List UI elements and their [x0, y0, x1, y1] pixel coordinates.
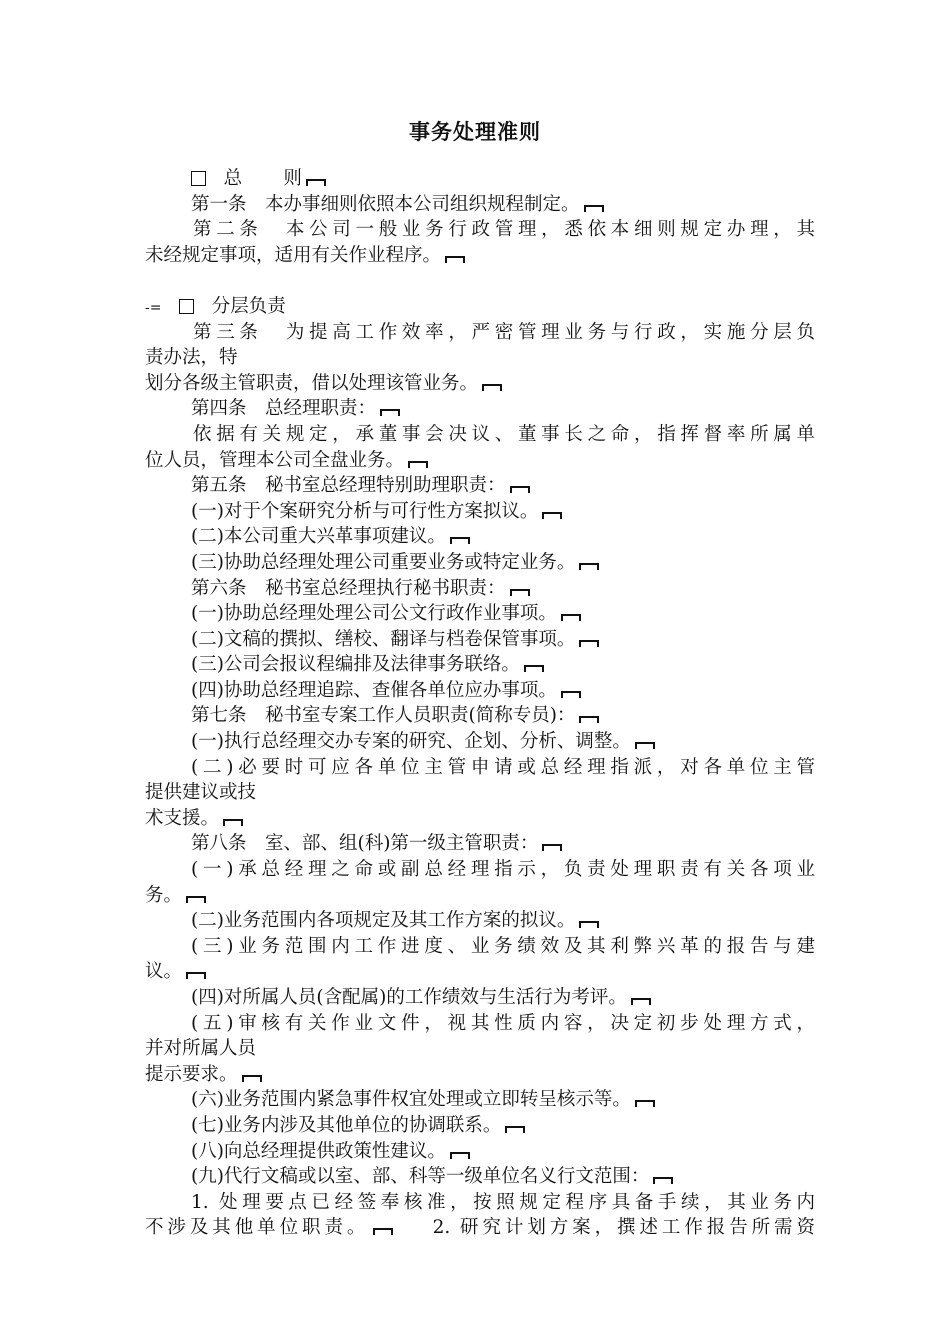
paragraph-mark-icon — [635, 742, 655, 749]
paragraph: 第五条 秘书室总经理特别助理职责： — [145, 473, 815, 499]
paragraph-mark-icon — [482, 384, 502, 391]
paragraph-mark-icon — [561, 614, 581, 621]
section-heading-layered: -= 分层负责 — [145, 295, 286, 317]
list-item: (二)本公司重大兴革事项建议。 — [145, 524, 815, 550]
paragraph: 第四条 总经理职责： — [145, 396, 815, 422]
paragraph-mark-icon — [223, 819, 243, 826]
list-item: (四)对所属人员(含配属)的工作绩效与生活行为考评。 — [145, 985, 815, 1011]
paragraph-mark-icon — [579, 563, 599, 570]
paragraph-mark-icon — [505, 1126, 525, 1133]
paragraph: 第三条 为提高工作效率，严密管理业务与行政，实施分层负 — [193, 321, 815, 343]
paragraph-mark-icon — [542, 844, 562, 851]
paragraph: 依据有关规定，承董事会决议、董事长之命，指挥督率所属单 — [193, 423, 815, 445]
list-item: (九)代行文稿或以室、部、科等一级单位名义行文范围： — [145, 1164, 815, 1190]
paragraph: 并对所属人员 — [145, 1038, 257, 1060]
paragraph: 未经规定事项，适用有关作业程序。 — [145, 243, 815, 269]
paragraph: 提供建议或技 — [145, 782, 257, 804]
paragraph-mark-icon — [373, 1228, 393, 1235]
list-item: (一)承总经理之命或副总经理指示，负责处理职责有关各项业 — [191, 859, 815, 881]
paragraph-mark-icon — [635, 1100, 655, 1107]
list-item: (二)文稿的撰拟、缮校、翻译与档卷保管事项。 — [145, 627, 815, 653]
paragraph: 术支援。 — [145, 806, 815, 832]
paragraph: 提示要求。 — [145, 1062, 815, 1088]
paragraph-mark-icon — [561, 691, 581, 698]
paragraph: 第一条 本办事细则依照本公司组织规程制定。 — [145, 192, 815, 218]
list-item: (二)必要时可应各单位主管申请或总经理指派，对各单位主管 — [191, 756, 815, 778]
paragraph: 议。 — [145, 959, 815, 985]
paragraph-mark-icon — [380, 409, 400, 416]
list-item: 1. 处理要点已经签奉核准，按照规定程序具备手续，其业务内 — [191, 1191, 815, 1213]
paragraph: 责办法，特 — [145, 347, 238, 369]
paragraph-mark-icon — [579, 640, 599, 647]
paragraph-mark-icon — [408, 461, 428, 468]
paragraph-mark-icon — [242, 1075, 262, 1082]
paragraph-mark-icon — [510, 589, 530, 596]
paragraph-mark-icon — [579, 716, 599, 723]
paragraph-mark-icon — [510, 486, 530, 493]
document-title: 事务处理准则 — [409, 120, 541, 144]
list-item: (八)向总经理提供政策性建议。 — [145, 1139, 815, 1165]
list-item: (三)协助总经理处理公司重要业务或特定业务。 — [145, 550, 815, 576]
paragraph: 第七条 秘书室专案工作人员职责(简称专员)： — [145, 703, 815, 729]
paragraph-mark-icon — [450, 1152, 470, 1159]
paragraph: 不涉及其他单位职责。 2. 研究计划方案，撰述工作报告所需资 — [145, 1217, 815, 1239]
paragraph-mark-icon — [445, 256, 465, 263]
paragraph-mark-icon — [186, 972, 206, 979]
checkbox-glyph-icon — [179, 299, 194, 314]
list-item: (七)业务内涉及其他单位的协调联系。 — [145, 1113, 815, 1139]
checkbox-glyph-icon — [191, 171, 206, 186]
paragraph-mark-icon — [579, 921, 599, 928]
list-item: (二)业务范围内各项规定及其工作方案的拟议。 — [145, 908, 815, 934]
list-item: (三)业务范围内工作进度、业务绩效及其利弊兴革的报告与建 — [191, 935, 815, 957]
paragraph: 第六条 秘书室总经理执行秘书职责： — [145, 576, 815, 602]
paragraph-mark-icon — [653, 1177, 673, 1184]
document-body — [145, 166, 815, 1241]
list-item: (一)执行总经理交办专案的研究、企划、分析、调整。 — [145, 729, 815, 755]
paragraph-mark-icon — [306, 179, 326, 186]
list-item: (六)业务范围内紧急事件权宜处理或立即转呈核示等。 — [145, 1087, 815, 1113]
paragraph: 划分各级主管职责，借以处理该管业务。 — [145, 371, 815, 397]
paragraph-mark-icon — [450, 537, 470, 544]
paragraph: 第二条 本公司一般业务行政管理，悉依本细则规定办理，其 — [193, 219, 815, 241]
paragraph-mark-icon — [186, 896, 206, 903]
list-item: (一)协助总经理处理公司公文行政作业事项。 — [145, 601, 815, 627]
section-heading-general: 总 则 — [145, 166, 815, 192]
list-item: (四)协助总经理追踪、查催各单位应办事项。 — [145, 678, 815, 704]
paragraph: 位人员，管理本公司全盘业务。 — [145, 448, 815, 474]
list-item: (一)对于个案研究分析与可行性方案拟议。 — [145, 499, 815, 525]
paragraph: 第八条 室、部、组(科)第一级主管职责： — [145, 831, 815, 857]
paragraph-mark-icon — [542, 512, 562, 519]
paragraph: 务。 — [145, 883, 815, 909]
paragraph-mark-icon — [584, 205, 604, 212]
list-item: (三)公司会报议程编排及法律事务联络。 — [145, 652, 815, 678]
list-item: (五)审核有关作业文件，视其性质内容，决定初步处理方式， — [191, 1012, 815, 1034]
paragraph-mark-icon — [524, 665, 544, 672]
paragraph-mark-icon — [631, 998, 651, 1005]
